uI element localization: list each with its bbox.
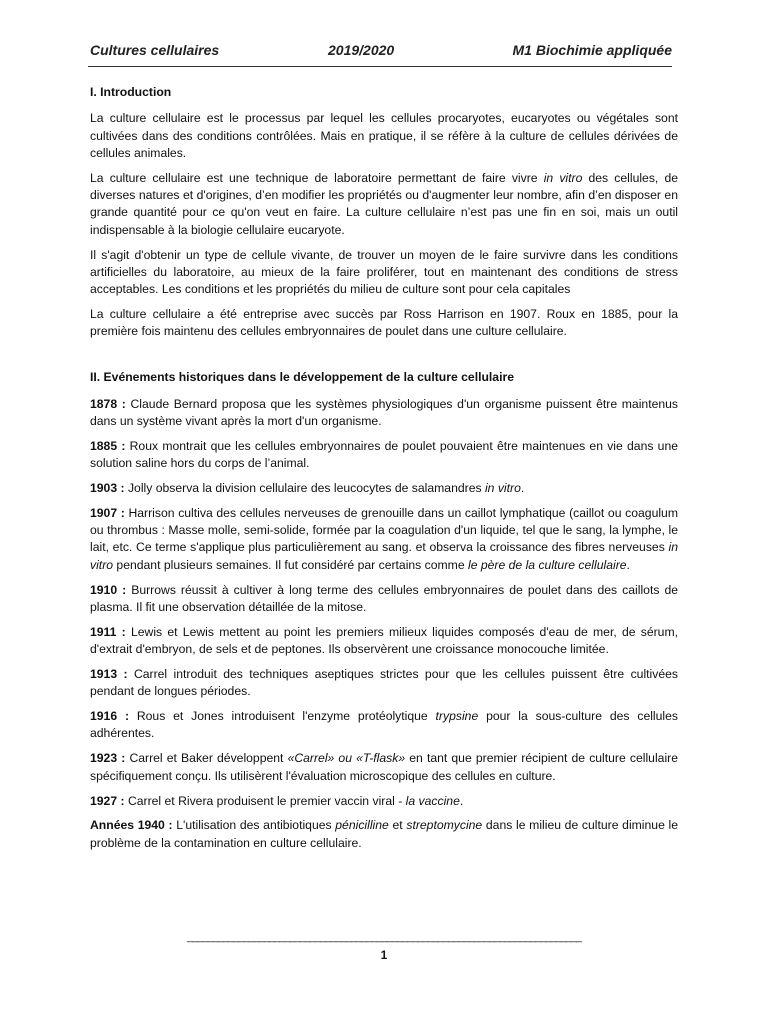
history-entry-1913: 1913 : Carrel introduit des techniques aseptiques strictes pour que les cellules puissent être cultivées pendant de longues périodes. (90, 666, 678, 699)
header-course-title: Cultures cellulaires (90, 42, 220, 58)
history-entry-1923: 1923 : Carrel et Baker développent «Carrel» ou «T-flask» en tant que premier récipient de culture cellulaire spécifiquement conçu. Ils utilisèrent l'évaluation microscopique des cellules en culture. (90, 751, 678, 783)
paragraph: La culture cellulaire est le processus par lequel les cellules procaryotes, eucaryotes ou végétales sont cultivées dans des conditions contrôlées. Mais en pratique, il se réfère à la culture de cellules dérivées de cellules animales. (90, 111, 678, 160)
header-divider (88, 66, 672, 67)
history-entry-1903: 1903 : Jolly observa la division cellulaire des leucocytes de salamandres in vitro. (90, 480, 525, 495)
history-entry-1916: 1916 : Rous et Jones introduisent l'enzyme protéolytique trypsine pour la sous-culture des cellules adhérentes. (90, 709, 678, 741)
paragraph: La culture cellulaire a été entreprise avec succès par Ross Harrison en 1907. Roux en 1885, pour la première fois maintenu des cellules embryonnaires de poulet dans une culture cellulaire. (90, 307, 678, 339)
document-body (90, 84, 678, 860)
page-header (90, 42, 672, 64)
history-entry-1927: 1927 : Carrel et Rivera produisent le premier vaccin viral - la vaccine. (90, 793, 464, 808)
history-entry-1910: 1910 : Burrows réussit à cultiver à long terme des cellules embryonnaires de poulet dans des caillots de plasma. Il fit une observation détaillée de la mitose. (90, 582, 679, 614)
paragraph: La culture cellulaire est une technique de laboratoire permettant de faire vivre in vitro des cellules, de diverses natures et d'origines, d’en modifier les propriétés ou d'augmenter leur nombre, afin d’en disposer en grande quantité pour ce qu'on veut en faire. La culture cellulaire n’est pas une fin en soi, mais un outil indispensable à la biologie cellulaire eucaryote. (90, 170, 678, 237)
section-heading-introduction: I. Introduction (90, 85, 172, 99)
section-spacer (90, 348, 678, 369)
footer-underscore-line: _____________________________________________________________________________ (186, 931, 582, 943)
section-heading-history: II. Evénements historiques dans le développement de la culture cellulaire (90, 370, 514, 385)
header-program: M1 Biochimie appliquée (512, 42, 672, 58)
history-entry-1907: 1907 : Harrison cultiva des cellules nerveuses de grenouille dans un caillot lymphatique (caillot ou coagulum ou thrombus : Masse molle, semi-solide, formée par la coagulation d'un liquide, tel que le sang, la lymphe, le lait, etc. Ce terme s'applique plus particulièrement au sang. et observa la croissance des fibres nerveuses in vitro pendant plusieurs semaines. Il fut considéré par certains comme le père de la culture cellulaire. (90, 505, 678, 572)
history-entry-1940s: Années 1940 : L'utilisation des antibiotiques pénicilline et streptomycine dans le milieu de culture diminue le problème de la contamination en culture cellulaire. (90, 818, 679, 850)
history-entry-1911: 1911 : Lewis et Lewis mettent au point les premiers milieux liquides composés d'eau de mer, de sérum, d'extrait d'embryon, de sels et de peptones. Ils observèrent une croissance monocouche limitée. (90, 624, 679, 657)
page-number: 1 (380, 948, 388, 962)
paragraph: Il s'agit d'obtenir un type de cellule vivante, de trouver un moyen de le faire survivre dans les conditions artificielles du laboratoire, au mieux de la faire proliférer, tout en maintenant des conditions de stress acceptables. Les conditions et les propriétés du milieu de culture sont pour cela capitales (90, 247, 678, 297)
history-entry-1885: 1885 : Roux montrait que les cellules embryonnaires de poulet pouvaient être maintenues en vie dans une solution saline hors du corps de l’animal. (90, 438, 678, 471)
header-academic-year: 2019/2020 (328, 42, 395, 58)
history-entry-1878: 1878 : Claude Bernard proposa que les systèmes physiologiques d'un organisme puissent être maintenus dans un système vivant après la mort d'un organisme. (90, 396, 679, 428)
